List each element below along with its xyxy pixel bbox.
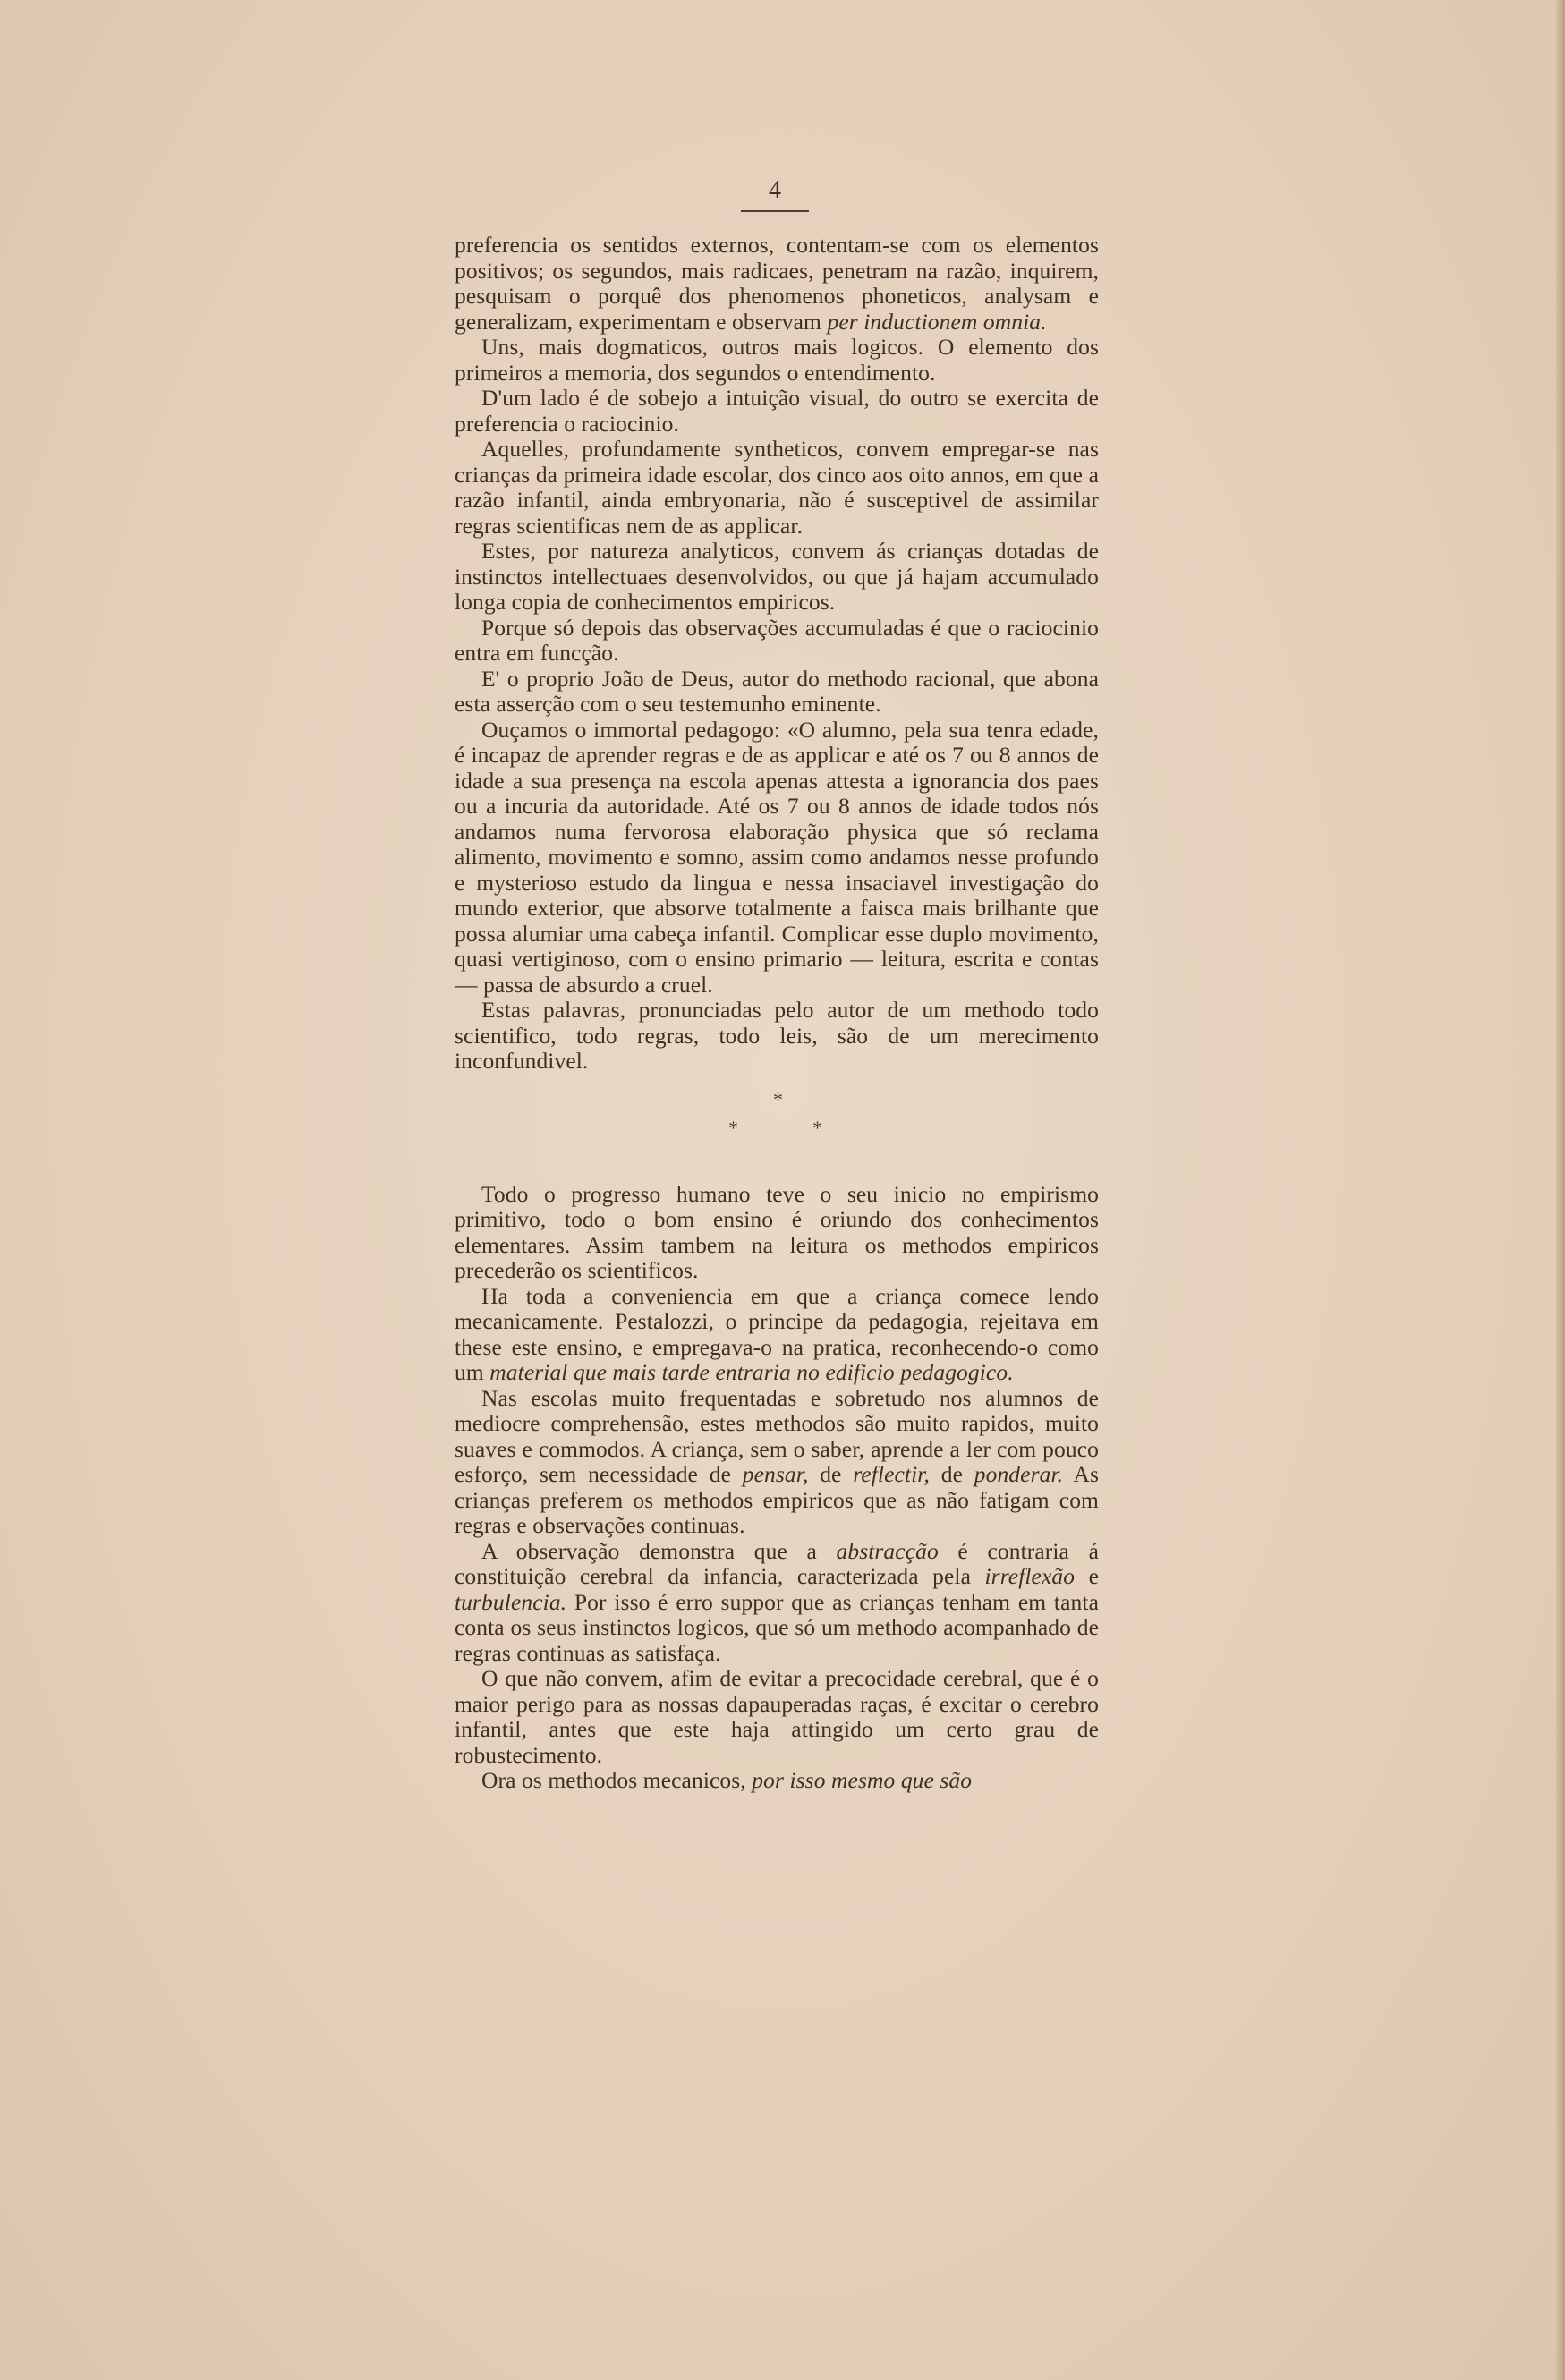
italic-phrase: irreflexão — [984, 1563, 1076, 1589]
paragraph: O que não convem, afim de evitar a precocidade cerebral, que é o maior perigo para as nossas dapauperadas raças, é excitar o cerebro infantil, antes que este haja attingido um certo grau de robustecimento. — [455, 1665, 1099, 1768]
paragraph: preferencia os sentidos externos, contentam-se com os elementos positivos; os segundos, mais radicaes, penetram na razão, inquirem, pesquisam o porquê dos phenomenos phoneticos, analysam e generalizam, experimentam e observam per inductionem omnia. — [455, 232, 1099, 335]
section-two — [455, 1182, 1099, 1794]
paragraph: Ora os methodos mecanicos, por isso mesmo que são — [481, 1767, 973, 1793]
paragraph: Uns, mais dogmaticos, outros mais logicos. O elemento dos primeiros a memoria, dos segundos o entendimento. — [455, 334, 1099, 386]
paragraph: Todo o progresso humano teve o seu inicio no empirismo primitivo, todo o bom ensino é oriundo dos conhecimentos elementares. Assim tambem na leitura os methodos empiricos precederão os scientificos. — [455, 1180, 1099, 1283]
page-number-rule — [741, 210, 809, 212]
page-number: 4 — [769, 176, 781, 204]
italic-phrase: por isso mesmo que são — [752, 1767, 973, 1793]
paragraph: D'um lado é de sobejo a intuição visual, do outro se exercita de preferencia o raciocinio. — [455, 385, 1099, 437]
body-text — [455, 233, 1099, 1794]
paragraph: Estas palavras, pronunciadas pelo autor de um methodo todo scientifico, todo regras, todo leis, são de um merecimento inconfundivel. — [455, 997, 1099, 1074]
asterism-star: * — [773, 1087, 784, 1110]
italic-phrase: reflectir, — [853, 1461, 930, 1487]
page-edge — [1556, 0, 1565, 2380]
paragraph: E' o proprio João de Deus, autor do methodo racional, que abona esta asserção com o seu testemunho eminente. — [455, 665, 1099, 717]
italic-phrase: pensar, — [742, 1461, 809, 1487]
paragraph: Estes, por natureza analyticos, convem ás crianças dotadas de instinctos intellectuaes desenvolvidos, ou que já hajam accumulado longa copia de conhecimentos empiricos. — [455, 538, 1099, 615]
italic-phrase: abstracção — [836, 1537, 939, 1564]
italic-phrase: material que mais tarde entraria no edificio pedagogico. — [489, 1359, 1014, 1385]
paragraph: Ha toda a conveniencia em que a criança comece lendo mecanicamente. Pestalozzi, o principe da pedagogia, rejeitava em these este ensino, e empregava-o na pratica, reconhecendo-o como um material que mais tarde entraria no edificio pedagogico. — [455, 1282, 1099, 1385]
paragraph: Aquelles, profundamente syntheticos, convem empregar-se nas crianças da primeira idade escolar, dos cinco aos oito annos, em que a razão infantil, ainda embryonaria, não é susceptivel de assimilar regras scientificas nem de as applicar. — [455, 436, 1099, 539]
italic-phrase: ponderar. — [974, 1461, 1064, 1487]
paragraph: A observação demonstra que a abstracção é contraria á constituição cerebral da infancia, caracterizada pela irreflexão e turbulencia. Por isso é erro suppor que as crianças tenham em tanta conta os seus instinctos logicos, que só um methodo acompanhado de regras continuas as satisfaça. — [455, 1537, 1099, 1666]
paragraph: Ouçamos o immortal pedagogo: «O alumno, pela sua tenra edade, é incapaz de aprender regras e de as applicar e até os 7 ou 8 annos de idade a sua presença na escola apenas attesta a ignorancia dos paes ou a incuria da autoridade. Até os 7 ou 8 annos de idade todos nós andamos numa fervorosa elaboração physica que só reclama alimento, movimento e somno, assim como andamos nesse profundo e mysterioso estudo da lingua e nessa insaciavel investigação do mundo exterior, que absorve totalmente a faisca mais brilhante que possa alumiar uma cabeça infantil. Complicar esse duplo movimento, quasi vertiginoso, com o ensino primario — leitura, escrita e contas — passa de absurdo a cruel. — [455, 716, 1099, 998]
paragraph: Nas escolas muito frequentadas e sobretudo nos alumnos de mediocre comprehensão, estes methodos são muito rapidos, muito suaves e commodos. A criança, sem o saber, aprende a ler com pouco esforço, sem necessidade de pensar, de reflectir, de ponderar. As crianças preferem os methodos empiricos que as não fatigam com regras e observações continuas. — [455, 1384, 1100, 1538]
section-one — [455, 233, 1099, 1075]
italic-phrase: turbulencia. — [455, 1588, 567, 1615]
italic-phrase: per inductionem omnia. — [827, 308, 1047, 335]
asterism-divider — [455, 1075, 1099, 1182]
asterism-star: * — [812, 1116, 823, 1139]
asterism-star: * — [728, 1116, 739, 1139]
paragraph: Porque só depois das observações accumuladas é que o raciocinio entra em funcção. — [455, 614, 1099, 666]
